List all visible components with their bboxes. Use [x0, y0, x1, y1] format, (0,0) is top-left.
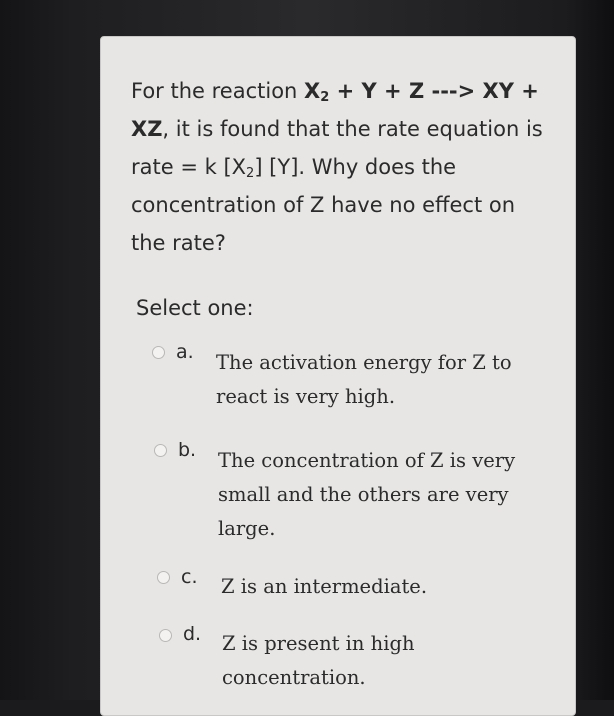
option-d-text[interactable]: Z is present in high concentration. [222, 632, 415, 689]
option-b-text[interactable]: The concentration of Z is very small and the others are very large. [218, 449, 516, 540]
option-c-radio[interactable] [157, 571, 170, 584]
option-a-radio[interactable] [152, 346, 165, 359]
option-c-text[interactable]: Z is an intermediate. [221, 575, 428, 598]
option-d-radio[interactable] [159, 629, 172, 642]
option-d-letter: d. [183, 623, 202, 645]
question-text: For the reaction $X_2 + Y + Z$ ---> XY + XZ, it is found that the rate equation is rate = k $[X_2]$ [Y]. Why does the concentration of Z have no effect on the rate? [131, 79, 543, 255]
option-c-letter: c. [181, 566, 198, 588]
option-b-letter: b. [178, 439, 197, 461]
select-one-label: Select one: [136, 296, 254, 320]
option-b-radio[interactable] [154, 444, 167, 457]
option-a-letter: a. [176, 341, 194, 363]
option-a-text[interactable]: The activation energy for Z to react is very high. [216, 351, 512, 408]
